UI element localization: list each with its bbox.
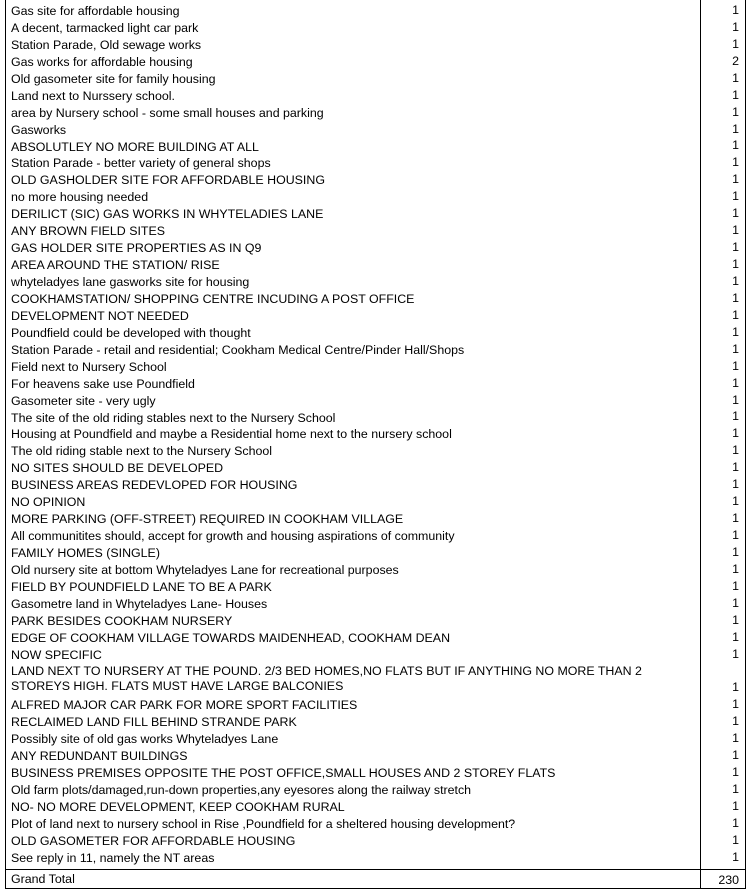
response-count: 1 <box>732 358 739 373</box>
table-row <box>6 341 745 358</box>
response-text: FAMILY HOMES (SINGLE) <box>11 546 160 560</box>
table-row <box>6 544 745 561</box>
table-row <box>6 409 745 426</box>
response-count: 1 <box>732 443 739 458</box>
response-count: 1 <box>732 511 739 526</box>
response-count: 1 <box>732 121 739 136</box>
response-text: COOKHAMSTATION/ SHOPPING CENTRE INCUDING A POST OFFICE <box>11 291 415 306</box>
response-text: Gasometre land in Whyteladyes Lane- Houses <box>11 596 268 611</box>
table-row <box>6 764 745 781</box>
table-row <box>6 138 745 155</box>
response-count: 1 <box>732 189 739 204</box>
response-text: Station Parade - retail and residential; Cookham Medical Centre/Pinder Hall/Shops <box>11 342 465 357</box>
response-text: GAS HOLDER SITE PROPERTIES AS IN Q9 <box>11 241 262 256</box>
response-count: 1 <box>732 172 739 187</box>
response-text: NO SITES SHOULD BE DEVELOPED <box>11 461 224 476</box>
table-row <box>6 121 745 138</box>
response-count: 1 <box>732 324 739 339</box>
response-count: 1 <box>732 70 739 85</box>
response-count: 1 <box>732 409 739 424</box>
table-row <box>6 459 745 476</box>
response-text: Land next to Nurssery school. <box>11 88 175 103</box>
response-count: 2 <box>732 53 739 68</box>
response-count: 1 <box>732 629 739 644</box>
response-text: ABSOLUTLEY NO MORE BUILDING AT ALL <box>11 139 259 154</box>
response-text: Possibly site of old gas works Whyteladyes Lane <box>11 732 279 747</box>
response-text: Old nursery site at bottom Whyteladyes Lane for recreational purposes <box>11 562 399 577</box>
response-text: NO- NO MORE DEVELOPMENT, KEEP COOKHAM RURAL <box>11 800 345 815</box>
table-row <box>6 392 745 409</box>
response-text: ANY REDUNDANT BUILDINGS <box>11 749 188 764</box>
response-text: BUSINESS PREMISES OPPOSITE THE POST OFFICE,SMALL HOUSES AND 2 STOREY FLATS <box>11 766 556 781</box>
response-count: 1 <box>732 680 739 695</box>
table-row <box>6 154 745 171</box>
response-count: 1 <box>732 832 739 847</box>
table-row <box>6 646 745 663</box>
table-row <box>6 70 745 87</box>
response-count: 1 <box>732 206 739 221</box>
response-count: 1 <box>732 375 739 390</box>
table-row <box>6 747 745 764</box>
table-row <box>6 832 745 849</box>
table-row <box>6 87 745 104</box>
table-row <box>6 324 745 341</box>
response-count: 1 <box>732 578 739 593</box>
response-count: 1 <box>732 714 739 729</box>
response-count: 1 <box>732 561 739 576</box>
table-row <box>6 442 745 459</box>
response-count: 1 <box>732 104 739 119</box>
response-count: 1 <box>732 19 739 34</box>
table-row <box>6 188 745 205</box>
table-row <box>6 375 745 392</box>
response-text: DEVELOPMENT NOT NEEDED <box>11 308 189 323</box>
grand-total-count: 230 <box>718 873 739 887</box>
response-text: area by Nursery school - some small houses and parking <box>11 105 324 120</box>
response-text: Gas works for affordable housing <box>11 54 193 69</box>
response-count: 1 <box>732 731 739 746</box>
response-text: For heavens sake use Poundfield <box>11 376 195 391</box>
response-text: Old gasometer site for family housing <box>11 71 216 86</box>
response-text: whyteladyes lane gasworks site for housing <box>11 275 250 289</box>
response-text: ANY BROWN FIELD SITES <box>11 224 165 239</box>
response-count: 1 <box>732 494 739 509</box>
table-row <box>6 612 745 629</box>
table-row <box>6 578 745 595</box>
table-row <box>6 663 745 697</box>
response-count: 1 <box>732 595 739 610</box>
table-row <box>6 781 745 798</box>
table-row <box>6 239 745 256</box>
response-text: Field next to Nursery School <box>11 359 167 374</box>
table-row <box>6 493 745 510</box>
grand-total-label: Grand Total <box>11 872 75 886</box>
response-count: 1 <box>732 748 739 763</box>
responses-table <box>5 0 746 889</box>
table-row <box>6 815 745 832</box>
response-text: See reply in 11, namely the NT areas <box>11 850 215 865</box>
response-text: Gasometer site - very ugly <box>11 393 156 408</box>
table-row <box>6 290 745 307</box>
table-row <box>6 849 745 866</box>
response-count: 1 <box>732 2 739 17</box>
table-row <box>6 696 745 713</box>
response-text: NO OPINION <box>11 495 86 510</box>
response-text: MORE PARKING (OFF-STREET) REQUIRED IN COOKHAM VILLAGE <box>11 512 404 527</box>
table-row <box>6 256 745 273</box>
table-row <box>6 104 745 121</box>
table-row <box>6 527 745 544</box>
response-text: LAND NEXT TO NURSERY AT THE POUND. 2/3 BED HOMES,NO FLATS BUT IF ANYTHING NO MORE THAN 2 STOREYS HIGH. FLATS MUST HAVE LARGE BALCONIES <box>11 663 642 694</box>
response-count: 1 <box>732 765 739 780</box>
table-row <box>6 222 745 239</box>
response-text: no more housing needed <box>11 190 149 205</box>
response-count: 1 <box>732 223 739 238</box>
response-count: 1 <box>732 307 739 322</box>
response-count: 1 <box>732 815 739 830</box>
response-text: BUSINESS AREAS REDEVLOPED FOR HOUSING <box>11 478 298 493</box>
table-row <box>6 730 745 747</box>
response-count: 1 <box>732 240 739 255</box>
response-text: The site of the old riding stables next to the Nursery School <box>11 410 336 425</box>
table-row <box>6 36 745 53</box>
response-text: OLD GASOMETER FOR AFFORDABLE HOUSING <box>11 833 296 848</box>
response-count: 1 <box>732 36 739 51</box>
response-count: 1 <box>732 392 739 407</box>
response-text: Gas site for affordable housing <box>11 4 180 18</box>
response-count: 1 <box>732 697 739 712</box>
grand-total-row <box>6 869 745 889</box>
table-row <box>6 561 745 578</box>
response-count: 1 <box>732 646 739 661</box>
response-text: Housing at Poundfield and maybe a Residential home next to the nursery school <box>11 427 452 442</box>
table-row <box>6 510 745 527</box>
table-row <box>6 171 745 188</box>
response-count: 1 <box>732 782 739 797</box>
table-row <box>6 53 745 70</box>
table-row <box>6 595 745 612</box>
table-row <box>6 2 745 19</box>
table-row <box>6 629 745 646</box>
table-row <box>6 307 745 324</box>
table-row <box>6 476 745 493</box>
response-text: NOW SPECIFIC <box>11 647 102 662</box>
response-count: 1 <box>732 544 739 559</box>
response-count: 1 <box>732 341 739 356</box>
response-text: RECLAIMED LAND FILL BEHIND STRANDE PARK <box>11 715 297 730</box>
response-text: OLD GASHOLDER SITE FOR AFFORDABLE HOUSING <box>11 173 325 188</box>
response-text: Old farm plots/damaged,run-down properties,any eyesores along the railway stretch <box>11 783 472 798</box>
response-text: ALFRED MAJOR CAR PARK FOR MORE SPORT FACILITIES <box>11 698 358 713</box>
response-count: 1 <box>732 528 739 542</box>
response-text: PARK BESIDES COOKHAM NURSERY <box>11 613 233 628</box>
response-text: Station Parade - better variety of general shops <box>11 156 271 171</box>
response-count: 1 <box>732 460 739 475</box>
response-count: 1 <box>732 87 739 102</box>
table-row <box>6 713 745 730</box>
table-row <box>6 425 745 442</box>
response-text: EDGE OF COOKHAM VILLAGE TOWARDS MAIDENHEAD, COOKHAM DEAN <box>11 630 451 645</box>
response-count: 1 <box>732 290 739 305</box>
response-text: Station Parade, Old sewage works <box>11 37 202 52</box>
response-count: 1 <box>732 849 739 864</box>
table-row <box>6 358 745 375</box>
table-body <box>6 2 745 866</box>
table-row <box>6 205 745 222</box>
response-count: 1 <box>732 612 739 627</box>
response-count: 1 <box>732 155 739 170</box>
response-text: A decent, tarmacked light car park <box>11 20 199 35</box>
response-text: The old riding stable next to the Nursery School <box>11 444 273 459</box>
response-count: 1 <box>732 273 739 288</box>
response-text: Plot of land next to nursery school in Rise ,Poundfield for a sheltered housing development? <box>11 817 516 832</box>
table-row <box>6 19 745 36</box>
table-row <box>6 798 745 815</box>
table-row <box>6 273 745 290</box>
response-count: 1 <box>732 477 739 492</box>
response-text: FIELD BY POUNDFIELD LANE TO BE A PARK <box>11 579 272 594</box>
response-count: 1 <box>732 257 739 271</box>
response-text: All communitites should, accept for growth and housing aspirations of community <box>11 529 455 544</box>
response-text: Gasworks <box>11 122 67 137</box>
response-count: 1 <box>732 426 739 441</box>
response-text: Poundfield could be developed with thought <box>11 325 251 340</box>
response-text: AREA AROUND THE STATION/ RISE <box>11 258 220 273</box>
response-text: DERILICT (SIC) GAS WORKS IN WHYTELADIES LANE <box>11 207 324 222</box>
response-count: 1 <box>732 799 739 814</box>
response-count: 1 <box>732 138 739 153</box>
